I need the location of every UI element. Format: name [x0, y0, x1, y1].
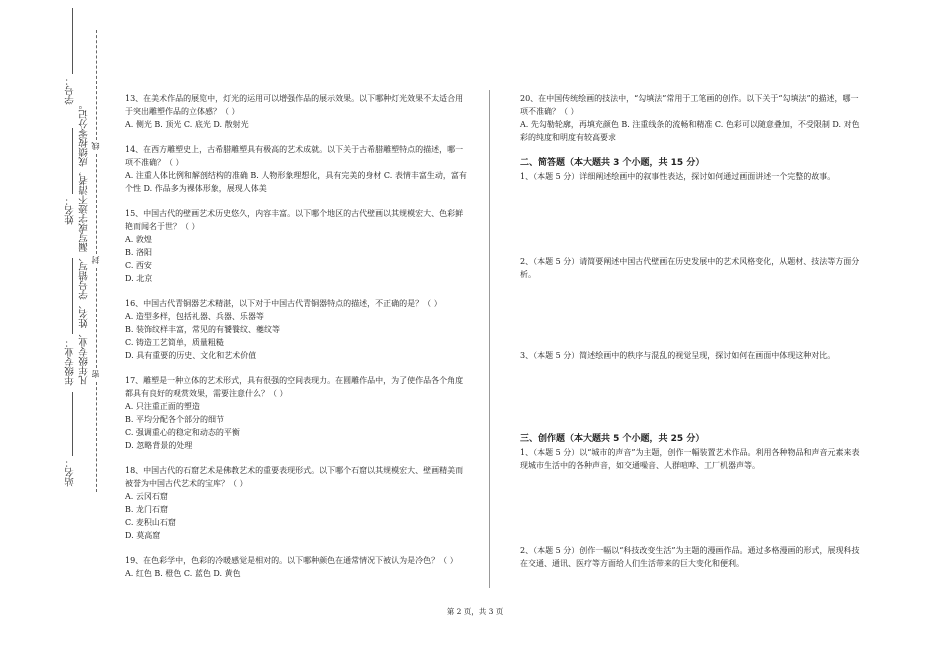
question-20: 20、在中国传统绘画的技法中，“勾填法”常用于工笔画的创作。以下关于“勾填法”的描述，哪一项不准确？（ ） — [520, 94, 859, 116]
option: A. 造型多样，包括礼器、兵器、乐器等 — [125, 312, 264, 321]
question-13-options: A. 侧光 B. 顶光 C. 底光 D. 散射光 — [125, 120, 249, 129]
creation-1: 1、（本题 5 分）以“城市的声音”为主题，创作一幅装置艺术作品。利用各种物品和声音元素来表现城市生活中的各种声音，如交通噪音、人群喧哗、工厂机器声等。 — [520, 448, 860, 470]
seal-label-mi: 密 — [91, 370, 100, 378]
question-13: 13、在美术作品的展览中，灯光的运用可以增强作品的展示效果。以下哪种灯光效果不太适合用于突出雕塑作品的立体感？（ ） — [125, 94, 464, 116]
question-15: 15、中国古代的壁画艺术历史悠久，内容丰富。以下哪个地区的古代壁画以其规模宏大、色彩鲜艳而闻名于世？（ ） — [125, 209, 464, 231]
right-column — [520, 92, 865, 570]
option: A. 敦煌 — [125, 235, 152, 244]
station-line — [72, 392, 73, 456]
binding-warning: 凡年级专业、姓名、学号错写、漏写或字迹不清者，成绩按零分记。 — [79, 100, 90, 385]
student-id-line — [72, 8, 73, 74]
column-divider — [489, 90, 490, 588]
seal-dash-line — [96, 154, 97, 254]
seal-dash-line — [96, 268, 97, 368]
short-answer-3: 3、（本题 5 分）简述绘画中的秩序与混乱的视觉呈现，探讨如何在画面中体现这种对比。 — [520, 351, 836, 360]
option: C. 强调重心的稳定和动态的平衡 — [125, 428, 240, 437]
answer-space — [520, 281, 865, 349]
option: C. 西安 — [125, 261, 152, 270]
answer-space — [520, 362, 865, 432]
name-label: 姓名： — [65, 196, 76, 225]
question-18: 18、中国古代的石窟艺术是佛教艺术的重要表现形式。以下哪个石窟以其规模宏大、壁画精美而被誉为中国古代艺术的宝库？（ ） — [125, 466, 464, 488]
option: B. 装饰纹样丰富，常见的有饕餮纹、夔纹等 — [125, 325, 280, 334]
option: A. 只注重正面的塑造 — [125, 402, 200, 411]
short-answer-1: 1、（本题 5 分）详细阐述绘画中的叙事性表达，探讨如何通过画面讲述一个完整的故事。 — [520, 172, 836, 181]
left-column — [125, 92, 467, 580]
question-14: 14、在西方雕塑史上，古希腊雕塑具有极高的艺术成就。以下关于古希腊雕塑特点的描述，哪一项不准确？（ ） — [125, 145, 464, 167]
option: A. 云冈石窟 — [125, 492, 168, 501]
student-id-label: 学号： — [65, 76, 76, 105]
binding-margin — [0, 0, 110, 672]
seal-label-feng: 封 — [91, 256, 100, 264]
question-19: 19、在色彩学中，色彩的冷暖感觉是相对的。以下哪种颜色在通常情况下被认为是冷色？（ ） — [125, 556, 458, 565]
grade-major-line — [72, 258, 73, 334]
option: D. 忽略背景的处理 — [125, 441, 193, 450]
seal-dash-line — [96, 382, 97, 492]
option: D. 具有重要的历史、文化和艺术价值 — [125, 351, 257, 360]
option: D. 北京 — [125, 274, 153, 283]
option: C. 麦积山石窟 — [125, 518, 176, 527]
option: B. 平均分配各个部分的细节 — [125, 415, 224, 424]
page-footer: 第 2 页，共 3 页 — [446, 607, 504, 616]
option: C. 铸造工艺简单，质量粗糙 — [125, 338, 224, 347]
option: B. 龙门石窟 — [125, 505, 168, 514]
name-line — [72, 128, 73, 194]
question-16: 16、中国古代青铜器艺术精湛，以下对于中国古代青铜器特点的描述，不正确的是？（ ） — [125, 299, 442, 308]
answer-space — [520, 183, 865, 255]
grade-major-label: 年级专业： — [65, 338, 76, 386]
answer-space — [520, 472, 865, 544]
question-20-options: A. 先勾勒轮廓，再填充颜色 B. 注重线条的流畅和精准 C. 色彩可以随意叠加，不受限制 D. 对色彩的纯度和明度有较高要求 — [520, 120, 860, 142]
seal-label-xian: 线 — [91, 142, 100, 150]
question-19-options: A. 红色 B. 橙色 C. 蓝色 D. 黄色 — [125, 569, 241, 578]
question-14-options: A. 注重人体比例和解剖结构的准确 B. 人物形象理想化，具有完美的身材 C. 表情丰富生动，富有个性 D. 作品多为裸体形象，展现人体美 — [125, 171, 467, 193]
section-title-creation: 三、创作题（本大题共 5 个小题，共 25 分） — [520, 434, 705, 444]
option: D. 莫高窟 — [125, 531, 161, 540]
question-17: 17、雕塑是一种立体的艺术形式，具有很强的空间表现力。在圆雕作品中，为了使作品各个角度都具有良好的观赏效果，需要注意什么？（ ） — [125, 376, 464, 398]
short-answer-2: 2、（本题 5 分）请简要阐述中国古代壁画在历史发展中的艺术风格变化，从题材、技法等方面分析。 — [520, 257, 860, 279]
section-title-short-answer: 二、简答题（本大题共 3 个小题，共 15 分） — [520, 158, 705, 168]
option: B. 洛阳 — [125, 248, 152, 257]
station-label: 站名： — [65, 458, 76, 487]
seal-dash-line — [96, 30, 97, 140]
creation-2: 2、（本题 5 分）创作一幅以“科技改变生活”为主题的漫画作品。通过多格漫画的形式，展现科技在交通、通讯、医疗等方面给人们生活带来的巨大变化和便利。 — [520, 546, 860, 568]
